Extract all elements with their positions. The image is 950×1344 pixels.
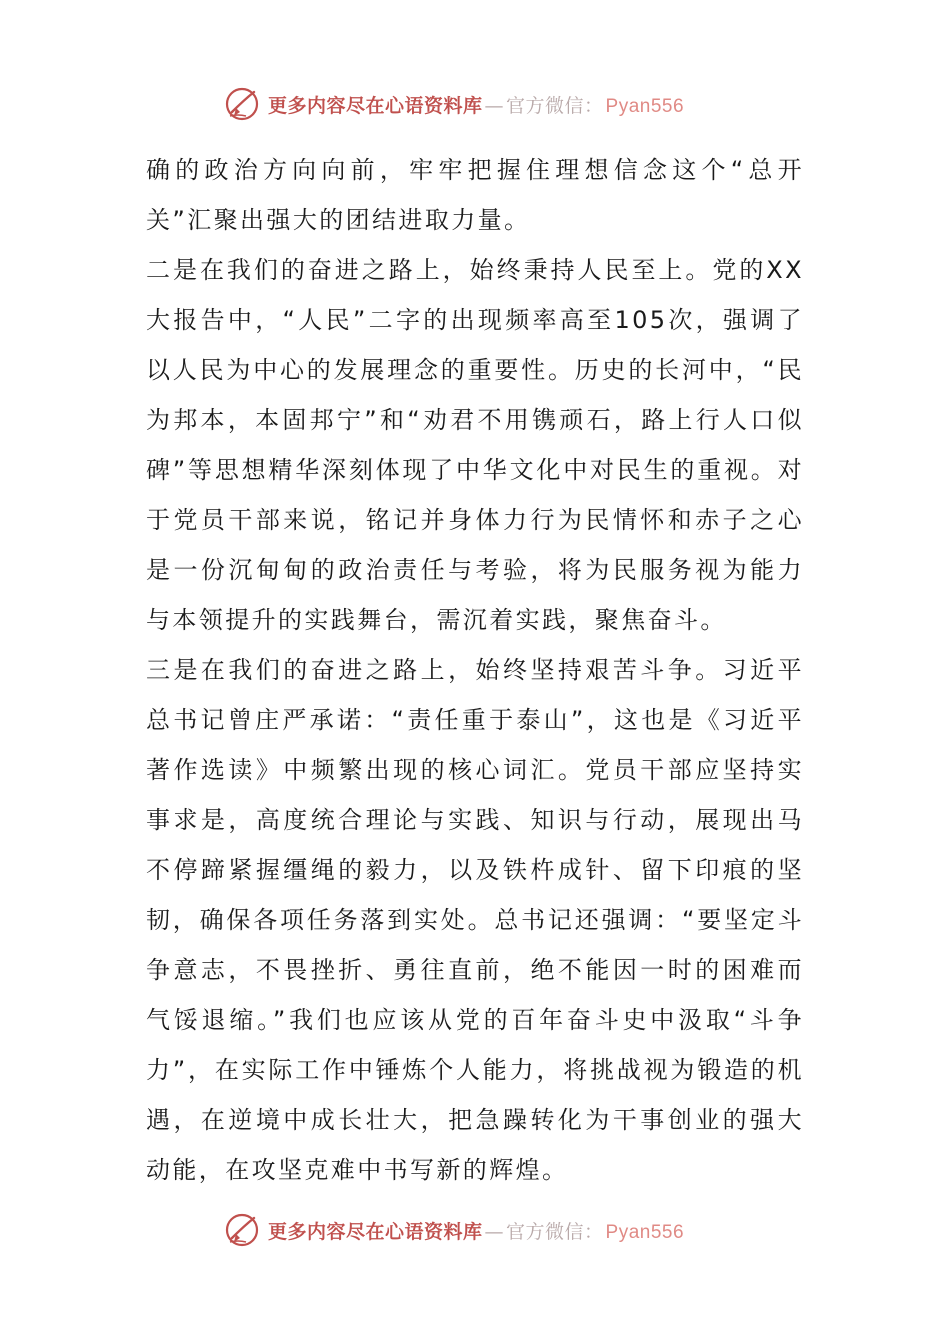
watermark-main: 更多内容尽在心语资料库	[268, 1220, 483, 1243]
paragraph-2: 二是在我们的奋进之路上，始终秉持人民至上。党的XX大报告中，“人民”二字的出现频率高至105次，强调了以人民为中心的发展理念的重要性。历史的长河中，“民为邦本，本固邦宁”和“劝君不用镌顽石，路上行人口似碑”等思想精华深刻体现了中华文化中对民生的重视。对于党员干部来说，铭记并身体力行为民情怀和赤子之心是一份沉甸甸的政治责任与考验，将为民服务视为能力与本领提升的实践舞台，需沉着实践，聚焦奋斗。	[146, 256, 804, 634]
watermark-sub: 官方微信：	[506, 94, 604, 117]
header-watermark	[224, 82, 684, 126]
pen-logo-icon	[224, 86, 260, 122]
watermark-text	[268, 1217, 684, 1244]
watermark-id: Pyan556	[605, 95, 685, 117]
watermark-main: 更多内容尽在心语资料库	[268, 94, 483, 117]
pen-logo-icon	[224, 1212, 260, 1248]
paragraph-1: 确的政治方向向前，牢牢把握住理想信念这个“总开关”汇聚出强大的团结进取力量。	[146, 156, 804, 234]
paragraph-3: 三是在我们的奋进之路上，始终坚持艰苦斗争。习近平总书记曾庄严承诺：“责任重于泰山”，这也是《习近平著作选读》中频繁出现的核心词汇。党员干部应坚持实事求是，高度统合理论与实践、知识与行动，展现出马不停蹄紧握缰绳的毅力，以及铁杵成针、留下印痕的坚韧，确保各项任务落到实处。总书记还强调：“要坚定斗争意志，不畏挫折、勇往直前，绝不能因一时的困难而气馁退缩。”我们也应该从党的百年奋斗史中汲取“斗争力”，在实际工作中锤炼个人能力，将挑战视为锻造的机遇，在逆境中成长壮大，把急躁转化为干事创业的强大动能，在攻坚克难中书写新的辉煌。	[146, 656, 804, 1184]
watermark-dash: —	[484, 1220, 505, 1243]
watermark-id: Pyan556	[605, 1221, 685, 1243]
footer-watermark	[224, 1208, 684, 1252]
watermark-sub: 官方微信：	[506, 1220, 604, 1243]
body-text	[146, 145, 804, 1195]
watermark-dash: —	[484, 94, 505, 117]
watermark-text	[268, 91, 684, 118]
